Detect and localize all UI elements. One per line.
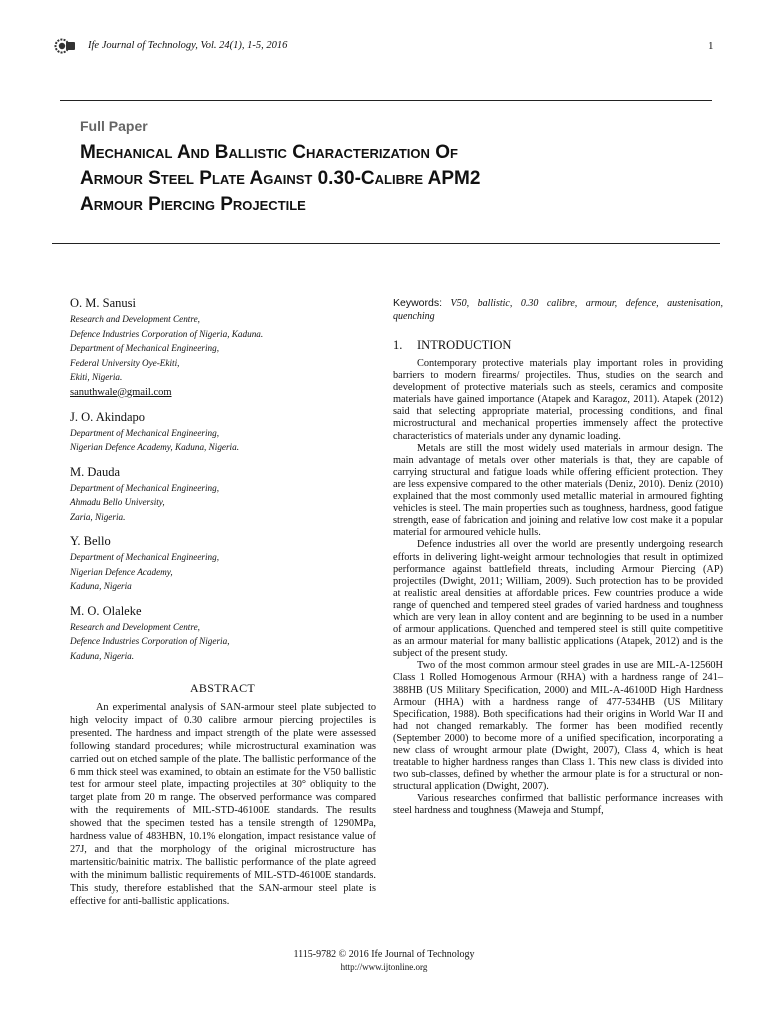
- body-paragraph: Defence industries all over the world are presently undergoing research efforts in delivering light-weight armour technologies that result in optimized performance against battlefield threats, including Armour Piercing (AP) projectiles (Dwight, 2011; William, 2009). Such protection has to be provided at realistic areal densities at affordable prices. Few countries produce a wide range of quenched and tempered steel grades of varied hardness and toughness which are very lean in alloy content and are beginning to be used in a number of armour applications. Quenched and tempered steel is still quite competitive as an armour material for many ballistic applications (Atapek, 2012) and is the subject of the present study.: [393, 539, 723, 660]
- affiliation-line: Nigerian Defence Academy,: [70, 566, 173, 577]
- body-paragraph: Metals are still the most widely used materials in armour design. The main advantage of metals over other materials is that, they are capable of carrying structural and fatigue loads while offering efficient protection. They are less expensive compared to the other materials (Deniz, 2010). Deniz (2010) explained that the most commonly used metallic material in armoured fighting vehicles is steel. The main properties such as toughness, hardness, good fatigue strength, ease of fabrication and joining and relative low cost make it a popular material for armoured vehicle hulls.: [393, 442, 723, 539]
- paper-type-label: Full Paper: [80, 118, 148, 134]
- affiliation-line: Department of Mechanical Engineering,: [70, 482, 220, 493]
- section-title: INTRODUCTION: [417, 338, 512, 352]
- journal-logo-icon: [54, 38, 76, 54]
- author-block: [70, 464, 375, 525]
- page-number: 1: [708, 40, 714, 52]
- abstract-text: An experimental analysis of SAN-armour steel plate subjected to high velocity impact of 0.30 calibre armour piercing projectiles is presented. The hardness and impact strength of the plate were assessed following standard procedures; while microstructural examination was carried out on etched sample of the plate. The ballistic performance of the 6 mm thick steel was examined, to obtain an estimate for the V50 ballistic test for armour steel plate, impacting projectiles at 30° obliquity to the target plate from 20 m range. The observed performance was compared with the requirements of MIL-STD-46100E standards. The results showed that the specimen tested has a tensile strength of 1290MPa, hardness value of 483HBN, 10.1% elongation, impact resistance value of 27J, and that the morphology of the original microstructure has martensitic/bainitic matrix. The ballistic performance of the plate agreed with the minimum ballistic requirements of MIL-STD-46100E standards. This study, therefore established that the SAN-armour steel plate is effective for anti-ballistic applications.: [70, 702, 376, 907]
- author-name: J. O. Akindapo: [70, 409, 145, 424]
- author-email-link[interactable]: sanuthwale@gmail.com: [70, 386, 172, 398]
- keywords-label: Keywords:: [393, 297, 443, 309]
- affiliation-line: Kaduna, Nigeria.: [70, 650, 135, 661]
- title-line: Armour Piercing Projectile: [80, 194, 306, 215]
- affiliation-line: Kaduna, Nigeria: [70, 581, 132, 591]
- affiliation-line: Ahmadu Bello University,: [70, 497, 165, 507]
- body-paragraph: Two of the most common armour steel grades in use are MIL-A-12560H Class 1 Rolled Homogenous Armour (RHA) with a hardness range of 241– 388HB (US Military Specification, 2000) and MIL-A-46100D High Hardness Armour (HHA) with a hardness range of 477-534HB (US Military Specification, 1988). Both specifications had their origins in World War II and had not changed remarkably. The former has been modified recently (September 2000) to become more of a unified specification, incorporating a new class of wrought armour plate (Dwight, 2007), Class 4, which is heat treatable to higher hardness ranges than Class 1. This new class is divided into two sub-classes, defined by whether the armour plate is for a structural or non-structural application (Dwight, 2007).: [393, 660, 723, 793]
- title-line: Armour Steel Plate Against 0.30-Calibre APM2: [80, 168, 481, 189]
- affiliation-line: Federal University Oye-Ekiti,: [70, 357, 180, 368]
- author-block: [70, 409, 375, 455]
- author-block: [70, 295, 375, 400]
- paper-title: [80, 140, 680, 218]
- affiliation-line: Nigerian Defence Academy, Kaduna, Nigeria.: [70, 442, 240, 452]
- affiliation-line: Department of Mechanical Engineering,: [70, 552, 220, 562]
- header-divider: [60, 100, 712, 101]
- affiliation-line: Defence Industries Corporation of Nigeria,: [70, 636, 230, 646]
- affiliation-line: Defence Industries Corporation of Nigeria, Kaduna.: [70, 328, 264, 339]
- keywords-terms: V50, ballistic, 0.30 calibre, armour, defence, austenisation, quenching: [393, 298, 723, 322]
- author-list: [70, 295, 375, 663]
- author-name: O. M. Sanusi: [70, 296, 136, 310]
- body-paragraph: Various researches confirmed that ballistic performance increases with steel hardness and toughness (Maweja and Stumpf,: [393, 793, 723, 817]
- affiliation-line: Ekiti, Nigeria.: [70, 372, 123, 382]
- author-name: Y. Bello: [70, 534, 111, 548]
- author-name: M. O. Olaleke: [70, 603, 142, 618]
- title-line: Mechanical And Ballistic Characterization Of: [80, 142, 458, 163]
- affiliation-line: Research and Development Centre,: [70, 314, 200, 324]
- abstract-heading: ABSTRACT: [189, 681, 256, 695]
- footer-copyright: 1115-9782 © 2016 Ife Journal of Technology: [293, 949, 475, 960]
- right-column: [393, 297, 723, 818]
- journal-citation: Ife Journal of Technology, Vol. 24(1), 1-5, 2016: [88, 40, 288, 51]
- title-divider: [52, 243, 720, 244]
- author-block: [70, 533, 375, 594]
- author-block: [70, 603, 375, 664]
- body-paragraph: Contemporary protective materials play important roles in providing barriers to modern firearms/ projectiles. Thus, studies on the search and development of protective materials such as steels, ceramics and composite materials have gained importance (Atapek and Karagoz, 2011). Atapek (2012) said that selecting appropriate material, processing conditions, and final microstructural and mechanical properties immensely affect the protective characteristics of materials under any dynamic loading.: [393, 358, 723, 442]
- footer-url-link[interactable]: http://www.ijtonline.org: [340, 962, 428, 972]
- author-name: M. Dauda: [70, 464, 120, 479]
- section-heading-introduction: [393, 337, 723, 353]
- keywords: [393, 297, 723, 323]
- affiliation-line: Zaria, Nigeria.: [70, 511, 126, 522]
- section-number: 1.: [393, 338, 403, 352]
- affiliation-line: Department of Mechanical Engineering,: [70, 343, 220, 353]
- affiliation-line: Research and Development Centre,: [70, 621, 200, 632]
- affiliation-line: Department of Mechanical Engineering,: [70, 427, 220, 438]
